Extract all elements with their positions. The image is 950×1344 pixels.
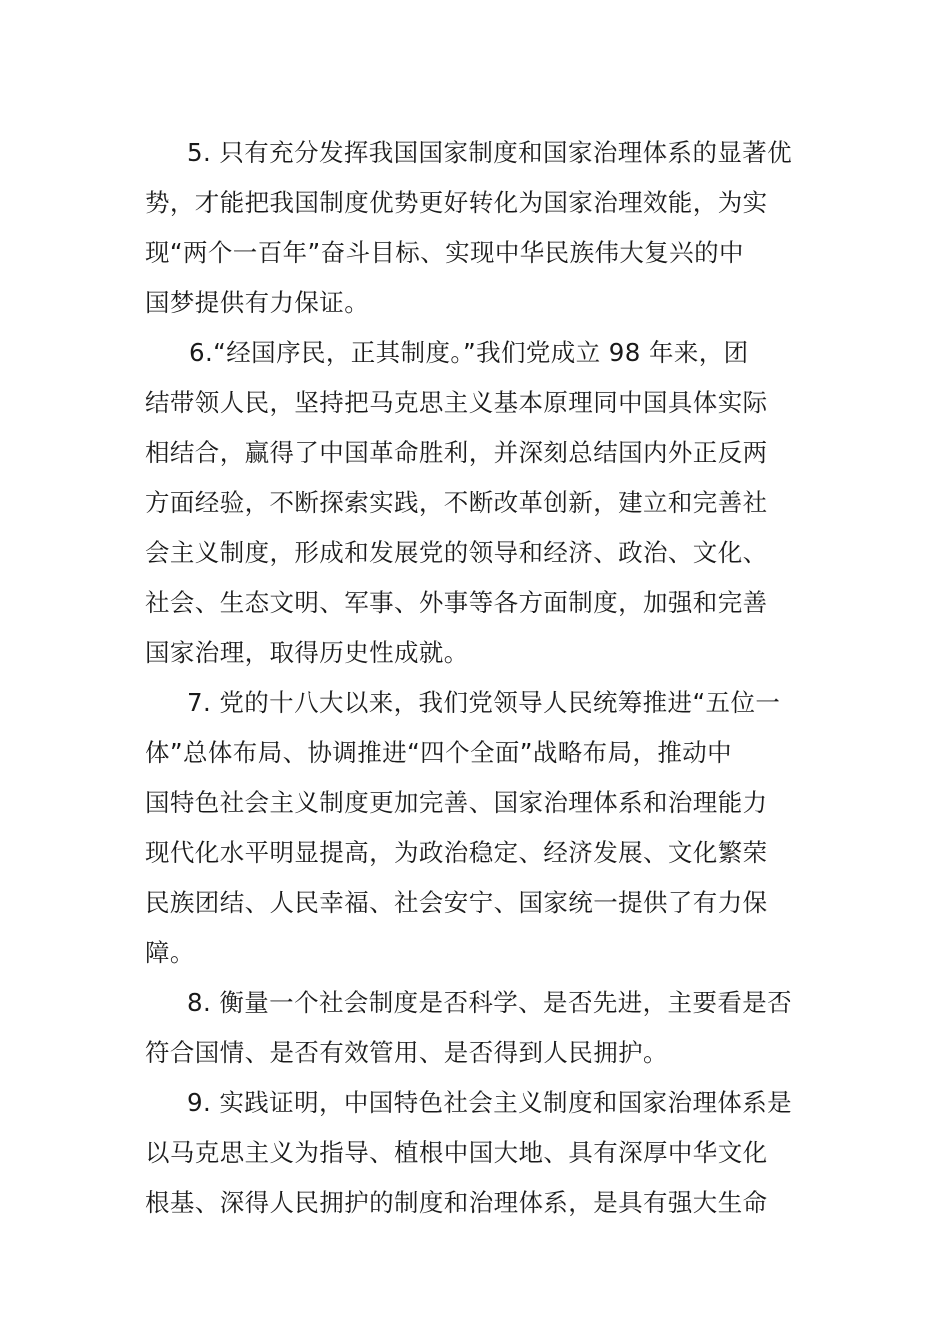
paragraph-line: 现代化水平明显提高，为政治稳定、经济发展、文化繁荣 [145, 838, 768, 867]
paragraph-line: 以马克思主义为指导、植根中国大地、具有深厚中华文化 [145, 1138, 768, 1167]
paragraph-line: 6.“经国序民，正其制度。”我们党成立 98 年来，团 [189, 338, 749, 367]
paragraph-5 [145, 128, 809, 328]
paragraph-line: 国特色社会主义制度更加完善、国家治理体系和治理能力 [145, 788, 768, 817]
paragraph-6 [145, 328, 809, 678]
paragraph-line: 现“两个一百年”奋斗目标、实现中华民族伟大复兴的中 [145, 238, 744, 267]
document-body [145, 128, 809, 1228]
paragraph-line: 结带领人民，坚持把马克思主义基本原理同中国具体实际 [145, 388, 768, 417]
paragraph-line: 根基、深得人民拥护的制度和治理体系，是具有强大生命 [145, 1188, 768, 1217]
paragraph-line: 体”总体布局、协调推进“四个全面”战略布局，推动中 [145, 738, 733, 767]
paragraph-line: 5. 只有充分发挥我国国家制度和国家治理体系的显著优 [187, 138, 793, 167]
paragraph-line: 9. 实践证明，中国特色社会主义制度和国家治理体系是 [187, 1088, 793, 1117]
paragraph-line: 障。 [145, 938, 195, 967]
paragraph-line: 国家治理，取得历史性成就。 [145, 638, 469, 667]
paragraph-line: 势，才能把我国制度优势更好转化为国家治理效能，为实 [145, 188, 768, 217]
paragraph-line: 相结合，赢得了中国革命胜利，并深刻总结国内外正反两 [145, 438, 768, 467]
paragraph-line: 7. 党的十八大以来，我们党领导人民统筹推进“五位一 [187, 688, 781, 717]
paragraph-line: 国梦提供有力保证。 [145, 288, 370, 317]
paragraph-line: 8. 衡量一个社会制度是否科学、是否先进，主要看是否 [187, 988, 793, 1017]
paragraph-7 [145, 678, 809, 978]
paragraph-line: 民族团结、人民幸福、社会安宁、国家统一提供了有力保 [145, 888, 768, 917]
paragraph-line: 社会、生态文明、军事、外事等各方面制度，加强和完善 [145, 588, 768, 617]
paragraph-line: 符合国情、是否有效管用、是否得到人民拥护。 [145, 1038, 668, 1067]
paragraph-line: 会主义制度，形成和发展党的领导和经济、政治、文化、 [145, 538, 768, 567]
paragraph-9 [145, 1078, 809, 1228]
paragraph-8 [145, 978, 809, 1078]
paragraph-line: 方面经验，不断探索实践，不断改革创新，建立和完善社 [145, 488, 768, 517]
